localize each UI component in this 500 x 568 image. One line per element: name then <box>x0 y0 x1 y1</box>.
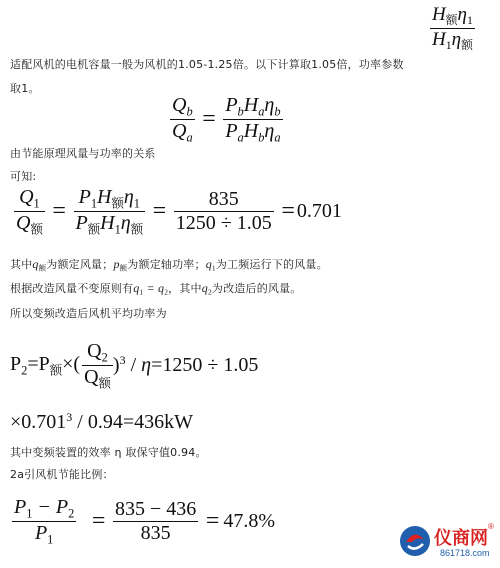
brand-name: 仪商网 <box>434 528 488 549</box>
formula-q1: $\frac{Q_1}{Q_额}$ = $\frac{P_1H_额\eta_1}{P_额H_1\eta_额}$ = $\frac{835}{1250 \div 1.05}$ = 0.701 <box>16 186 342 237</box>
brand-url: 861718.com <box>440 548 490 558</box>
formula-p2-continued: $\times 0.701^3 / 0.94=436kW$ <box>10 410 193 434</box>
text-line-1: 适配风机的电机容量一般为风机的1.05-1.25倍。以下计算取1.05倍，功率参数 <box>10 58 404 71</box>
text-line-8: 其中变频装置的效率 η 取保守值0.94。 <box>10 446 207 459</box>
brand-emblem-icon <box>398 524 432 558</box>
text-line-7: 所以变频改造后风机平均功率为 <box>10 307 167 320</box>
formula-relation: $\frac{Q_b}{Q_a}$ = $\frac{P_bH_a\eta_b}{P_aH_b\eta_a}$ <box>172 94 281 145</box>
text-line-9: 2a引风机节能比例： <box>10 468 114 481</box>
formula-p2: $P_2=P_额\times$( $\frac{Q_2}{Q_额}$ )$^3$ / η=1250 ÷ 1.05 <box>10 340 259 391</box>
text-line-5: 其中$q_额$为额定风量；$p_额$为额定轴功率；$q_1$为工频运行下的风量。 <box>10 257 328 273</box>
top-right-formula: $\frac{H_额\eta_1}{H_1\eta_额}$ <box>432 4 473 53</box>
watermark-logo <box>398 520 496 564</box>
text-line-4: 可知: <box>10 170 37 183</box>
text-line-6: 根据改造风量不变原则有$q_1 = q_2$，其中$q_2$为改造后的风量。 <box>10 281 302 297</box>
text-line-2: 取1。 <box>10 82 40 95</box>
text-line-3: 由节能原理风量与功率的关系 <box>10 147 156 160</box>
brand-registered: ® <box>488 522 494 531</box>
formula-saving: $\frac{P_1 - P_2}{P_1}$ = $\frac{835 - 436}{835}$ = 47.8% <box>14 496 276 547</box>
